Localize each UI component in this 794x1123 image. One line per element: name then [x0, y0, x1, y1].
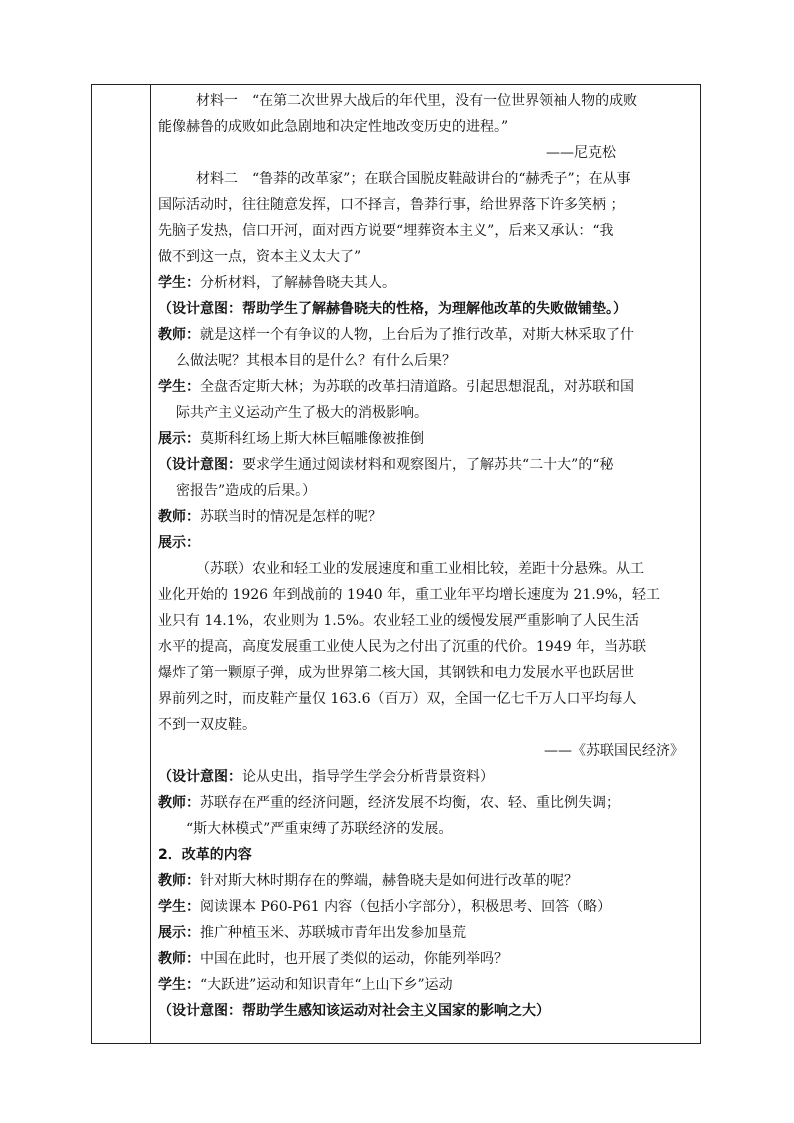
economy-passage-line: 不到一双皮鞋。 — [158, 717, 256, 733]
display-label: 展示： — [158, 431, 200, 447]
teacher-prompt — [158, 946, 696, 972]
economy-passage-line: 爆炸了第一颗原子弹，成为世界第二核大国，其钢铁和电力发展水平也跃居世 — [158, 665, 634, 681]
material-one-line: 材料一 “在第二次世界大战后的年代里，没有一位世界领袖人物的成败 — [196, 93, 638, 109]
student-label: 学生： — [158, 899, 200, 915]
lesson-content-cell — [158, 88, 696, 1024]
teacher-text: 针对斯大林时期存在的弊端，赫鲁晓夫是如何进行改革的呢？ — [200, 873, 578, 889]
teacher-prompt — [158, 790, 696, 816]
display-label: 展示： — [158, 535, 200, 551]
design-intent — [158, 452, 696, 478]
economy-passage-line: 界前列之时，而皮鞋产量仅 163.6（百万）双，全国一亿七千万人口平均每人 — [158, 691, 637, 707]
display-item — [158, 426, 696, 452]
economy-passage-line: 水平的提高，高度发展重工业使人民为之付出了沉重的代价。1949 年，当苏联 — [158, 639, 647, 655]
teacher-label: 教师： — [158, 509, 200, 525]
student-text: 全盘否定斯大林；为苏联的改革扫清道路。引起思想混乱，对苏联和国 — [200, 379, 634, 395]
material-two-line: 材料二 “鲁莽的改革家”；在联合国脱皮鞋敲讲台的“赫秃子”；在从事 — [196, 171, 631, 187]
student-label: 学生： — [158, 379, 200, 395]
economy-passage-line: 业只有 14.1%，农业则为 1.5%。农业轻工业的缓慢发展严重影响了人民生活 — [158, 613, 639, 629]
student-label: 学生： — [158, 275, 200, 291]
student-response-cont: 际共产主义运动产生了极大的消极影响。 — [176, 405, 428, 421]
student-response — [158, 374, 696, 400]
display-label: 展示： — [158, 925, 200, 941]
student-text: 阅读课本 P60-P61 内容（包括小字部分），积极思考、回答（略） — [200, 899, 612, 915]
student-text: 分析材料，了解赫鲁晓夫其人。 — [200, 275, 396, 291]
design-intent-text: 要求学生通过阅读材料和观察图片，了解苏共“二十大”的“秘 — [242, 457, 614, 473]
economy-passage-line: 业化开始的 1926 年到战前的 1940 年，重工业年平均增长速度为 21.9%，轻工 — [158, 587, 660, 603]
teacher-prompt-cont: 么做法呢？其根本目的是什么？有什么后果？ — [176, 353, 456, 369]
teacher-prompt — [158, 868, 696, 894]
design-intent-label: （设计意图： — [158, 1003, 242, 1019]
student-response — [158, 894, 696, 920]
material-two-line: 先脑子发热，信口开河，面对西方说要“埋葬资本主义”，后来又承认：“我 — [158, 223, 614, 239]
display-item — [158, 530, 696, 556]
column-divider — [150, 85, 151, 1043]
economy-passage-line: （苏联）农业和轻工业的发展速度和重工业相比较，差距十分悬殊。从工 — [196, 561, 644, 577]
design-intent — [158, 764, 696, 790]
design-intent: （设计意图：帮助学生了解赫鲁晓夫的性格，为理解他改革的失败做铺垫。） — [158, 301, 627, 317]
teacher-prompt — [158, 504, 696, 530]
student-text: “大跃进”运动和知识青年“上山下乡”运动 — [200, 977, 453, 993]
economy-passage-source: ——《苏联国民经济》 — [544, 743, 684, 759]
student-response — [158, 972, 696, 998]
teacher-label: 教师： — [158, 873, 200, 889]
display-text: 莫斯科红场上斯大林巨幅雕像被推倒 — [200, 431, 424, 447]
design-intent-text: 帮助学生感知该运动对社会主义国家的影响之大） — [242, 1003, 550, 1019]
material-one-line: 能像赫鲁的成败如此急剧地和决定性地改变历史的进程。” — [158, 119, 509, 135]
teacher-text: 就是这样一个有争议的人物，上台后为了推行改革，对斯大林采取了什 — [200, 327, 634, 343]
teacher-prompt — [158, 322, 696, 348]
teacher-text: 中国在此时，也开展了类似的运动，你能列举吗？ — [200, 951, 508, 967]
teacher-text: 苏联存在严重的经济问题，经济发展不均衡，农、轻、重比例失调； — [200, 795, 620, 811]
material-one-source: ——尼克松 — [546, 145, 616, 161]
design-intent-label: （设计意图： — [158, 769, 242, 785]
display-item — [158, 920, 696, 946]
teacher-prompt-cont: “斯大林模式”严重束缚了苏联经济的发展。 — [186, 821, 453, 837]
section-heading: 2．改革的内容 — [158, 847, 252, 863]
design-intent-cont: 密报告”造成的后果。） — [176, 483, 317, 499]
student-label: 学生： — [158, 977, 200, 993]
lesson-table — [91, 84, 701, 1044]
teacher-label: 教师： — [158, 327, 200, 343]
material-two-line: 做不到这一点，资本主义太大了” — [158, 249, 362, 265]
teacher-label: 教师： — [158, 795, 200, 811]
teacher-label: 教师： — [158, 951, 200, 967]
teacher-text: 苏联当时的情况是怎样的呢？ — [200, 509, 382, 525]
student-response — [158, 270, 696, 296]
design-intent-label: （设计意图： — [158, 457, 242, 473]
material-two-line: 国际活动时，往往随意发挥，口不择言，鲁莽行事，给世界落下许多笑柄 ； — [158, 197, 625, 213]
design-intent — [158, 998, 696, 1024]
design-intent-text: 论从史出，指导学生学会分析背景资料） — [242, 769, 494, 785]
display-text: 推广种植玉米、苏联城市青年出发参加垦荒 — [200, 925, 466, 941]
